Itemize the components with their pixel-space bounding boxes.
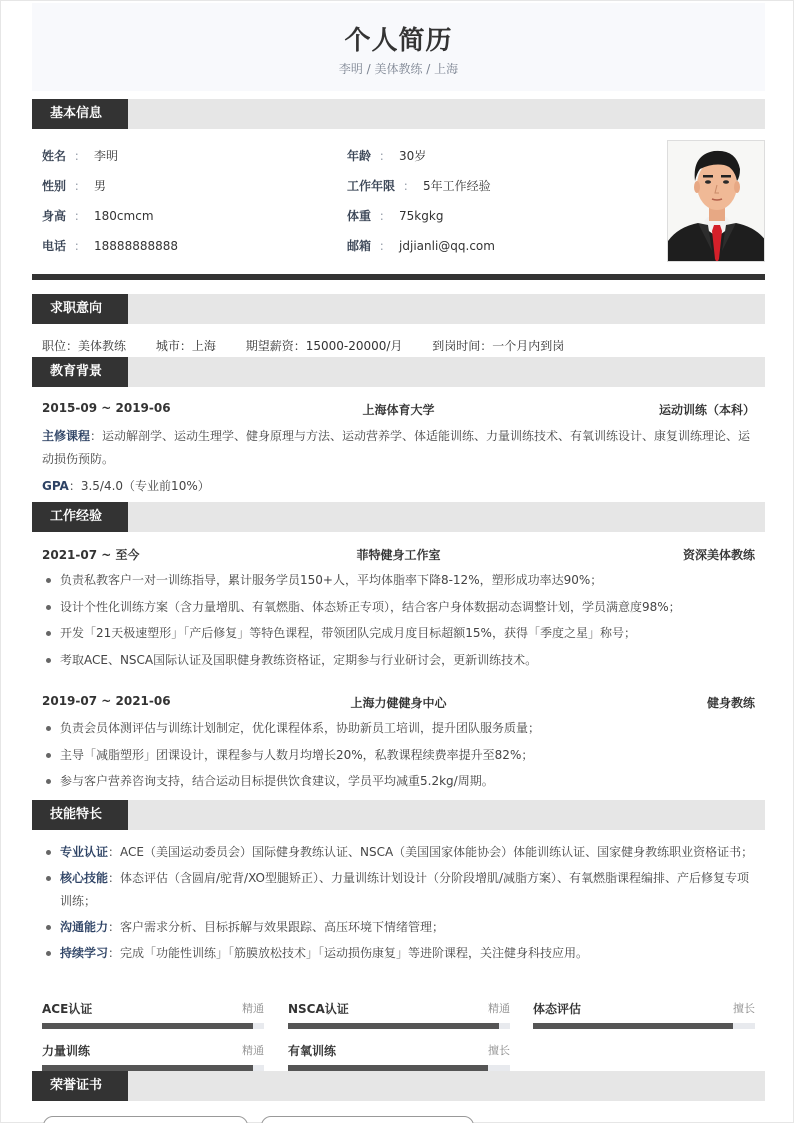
skill-bar-fill bbox=[42, 1023, 253, 1029]
info-name bbox=[42, 148, 118, 164]
skill-bar-name: NSCA认证 bbox=[288, 1002, 349, 1016]
work-row bbox=[42, 694, 755, 712]
work-duties-list bbox=[42, 567, 755, 673]
info-phone bbox=[42, 238, 178, 254]
intent-city: 城市：上海 bbox=[155, 339, 216, 353]
skill-bar-strength bbox=[42, 1042, 264, 1072]
list-item: 负责会员体测评估与训练计划制定，优化课程体系，协助新员工培训，提升团队服务质量； bbox=[42, 715, 755, 742]
skill-bar-level: 精通 bbox=[488, 1002, 510, 1015]
skill-label: 专业认证 bbox=[60, 845, 109, 859]
info-label: 工作年限 bbox=[347, 179, 396, 193]
work-company: 上海力健健身中心 bbox=[350, 696, 447, 710]
skill-bar-fill bbox=[288, 1023, 499, 1029]
courses-text: ：运动解剖学、运动生理学、健身原理与方法、运动营养学、体适能训练、力量训练技术、有氧训练设计、康复训练理论、运动损伤预防。 bbox=[42, 429, 751, 466]
info-value: 75kgkg bbox=[399, 209, 444, 223]
section-header-work bbox=[32, 502, 765, 532]
info-value: 180cmcm bbox=[94, 209, 154, 223]
job-intent-row bbox=[42, 338, 590, 354]
info-label: 体重 bbox=[347, 209, 372, 223]
skill-bar-level: 擅长 bbox=[733, 1002, 755, 1015]
info-height bbox=[42, 208, 154, 224]
section-title: 教育背景 bbox=[32, 357, 128, 387]
section-title: 工作经验 bbox=[32, 502, 128, 532]
skill-bar-track bbox=[288, 1023, 510, 1029]
info-label: 电话 bbox=[42, 239, 67, 253]
skill-bar-fill bbox=[533, 1023, 733, 1029]
info-value: 5年工作经验 bbox=[423, 179, 491, 193]
skill-text: ：ACE（美国运动委员会）国际健身教练认证、NSCA（美国国家体能协会）体能训练认证、国家健身教练职业资格证书； bbox=[108, 845, 754, 859]
intent-salary: 期望薪资：15000-20000/月 bbox=[245, 339, 403, 353]
list-item: 考取ACE、NSCA国际认证及国职健身教练资格证，定期参与行业研讨会，更新训练技术。 bbox=[42, 647, 755, 674]
education-gpa bbox=[42, 475, 755, 498]
skill-label: 核心技能 bbox=[60, 871, 109, 885]
education-courses bbox=[42, 425, 755, 471]
education-period: 2015-09 ~ 2019-06 bbox=[42, 401, 171, 415]
skill-bar-nsca bbox=[288, 1000, 510, 1030]
colon: ： bbox=[379, 149, 392, 163]
skill-bar-name: 力量训练 bbox=[42, 1044, 91, 1058]
section-title: 基本信息 bbox=[32, 99, 128, 129]
education-school: 上海体育大学 bbox=[362, 403, 435, 417]
skill-label: 持续学习 bbox=[60, 946, 109, 960]
info-label: 邮箱 bbox=[347, 239, 372, 253]
section-title: 技能特长 bbox=[32, 800, 128, 830]
avatar-illustration-icon bbox=[668, 141, 765, 262]
skill-text: ：完成「功能性训练」「筋膜放松技术」「运动损伤康复」等进阶课程，关注健身科技应用。 bbox=[108, 946, 589, 960]
skill-bar-cardio bbox=[288, 1042, 510, 1072]
gpa-text: ：3.5/4.0（专业前10%） bbox=[68, 479, 210, 493]
info-value: 30岁 bbox=[399, 149, 427, 163]
skill-text: ：体态评估（含圆肩/驼背/XO型腿矫正）、力量训练计划设计（分阶段增肌/减脂方案）、有氧燃脂课程编排、产后修复专项训练； bbox=[60, 871, 750, 908]
colon: ： bbox=[379, 239, 392, 253]
info-label: 性别 bbox=[42, 179, 67, 193]
list-item: 设计个性化训练方案（含力量增肌、有氧燃脂、体态矫正专项），结合客户身体数据动态调整计划，学员满意度98%； bbox=[42, 594, 755, 621]
skill-bar-track bbox=[42, 1023, 264, 1029]
gpa-label: GPA bbox=[42, 479, 69, 493]
list-item bbox=[42, 916, 755, 939]
info-value: 男 bbox=[94, 179, 107, 193]
page-title: 个人简历 bbox=[344, 26, 453, 56]
info-weight bbox=[347, 208, 443, 224]
resume-header bbox=[32, 3, 765, 91]
courses-label: 主修课程 bbox=[42, 429, 91, 443]
list-item bbox=[42, 841, 755, 864]
colon: ： bbox=[403, 179, 416, 193]
list-item bbox=[42, 867, 755, 913]
skill-bar-level: 精通 bbox=[242, 1044, 264, 1057]
work-title: 资深美体教练 bbox=[682, 548, 755, 562]
skill-bar-ace bbox=[42, 1000, 264, 1030]
work-title: 健身教练 bbox=[706, 696, 755, 710]
work-period: 2019-07 ~ 2021-06 bbox=[42, 694, 171, 708]
skill-bar-level: 精通 bbox=[242, 1002, 264, 1015]
skill-bar-track bbox=[533, 1023, 755, 1029]
list-item: 参与客户营养咨询支持，结合运动目标提供饮食建议，学员平均减重5.2kg/周期。 bbox=[42, 768, 755, 795]
skills-list bbox=[42, 841, 755, 968]
certificate-card bbox=[261, 1116, 474, 1123]
section-header-intent bbox=[32, 294, 765, 324]
section-header-education bbox=[32, 357, 765, 387]
education-major: 运动训练（本科） bbox=[658, 403, 755, 417]
section-title: 求职意向 bbox=[32, 294, 128, 324]
info-gender bbox=[42, 178, 106, 194]
education-row bbox=[42, 401, 755, 419]
info-value: 李明 bbox=[94, 149, 119, 163]
section-title: 荣誉证书 bbox=[32, 1071, 128, 1101]
info-label: 年龄 bbox=[347, 149, 372, 163]
colon: ： bbox=[74, 149, 87, 163]
page-subtitle: 李明 / 美体教练 / 上海 bbox=[338, 62, 459, 76]
info-label: 身高 bbox=[42, 209, 67, 223]
intent-position: 职位：美体教练 bbox=[42, 339, 127, 353]
list-item: 开发「21天极速塑形」「产后修复」等特色课程，带领团队完成月度目标超额15%，获得「季度之星」称号； bbox=[42, 620, 755, 647]
certificate-card bbox=[43, 1116, 248, 1123]
section-header-honors bbox=[32, 1071, 765, 1101]
section-header-skills bbox=[32, 800, 765, 830]
colon: ： bbox=[74, 239, 87, 253]
info-value: jdjianli@qq.com bbox=[399, 239, 495, 253]
skill-bar-name: ACE认证 bbox=[42, 1002, 93, 1016]
skill-bar-name: 有氧训练 bbox=[288, 1044, 337, 1058]
list-item bbox=[42, 942, 755, 965]
skill-bar-name: 体态评估 bbox=[533, 1002, 582, 1016]
list-item: 主导「减脂塑形」团课设计，课程参与人数月均增长20%，私教课程续费率提升至82%； bbox=[42, 742, 755, 769]
colon: ： bbox=[74, 179, 87, 193]
info-email bbox=[347, 238, 495, 254]
profile-photo bbox=[667, 140, 765, 262]
work-company: 菲特健身工作室 bbox=[356, 548, 441, 562]
skill-bar-level: 擅长 bbox=[488, 1044, 510, 1057]
colon: ： bbox=[74, 209, 87, 223]
info-experience bbox=[347, 178, 491, 194]
skill-label: 沟通能力 bbox=[60, 920, 109, 934]
skill-bar-posture bbox=[533, 1000, 755, 1030]
colon: ： bbox=[379, 209, 392, 223]
section-header-basic bbox=[32, 99, 765, 129]
info-label: 姓名 bbox=[42, 149, 67, 163]
info-value: 18888888888 bbox=[94, 239, 179, 253]
work-row bbox=[42, 546, 755, 564]
skill-text: ：客户需求分析、目标拆解与效果跟踪、高压环境下情绪管理； bbox=[108, 920, 445, 934]
work-period: 2021-07 ~ 至今 bbox=[42, 548, 140, 562]
intent-arrival: 到岗时间：一个月内到岗 bbox=[432, 339, 565, 353]
info-age bbox=[347, 148, 426, 164]
divider bbox=[32, 274, 765, 280]
work-duties-list bbox=[42, 715, 755, 795]
list-item: 负责私教客户一对一训练指导，累计服务学员150+人，平均体脂率下降8-12%，塑形成功率达90%； bbox=[42, 567, 755, 594]
